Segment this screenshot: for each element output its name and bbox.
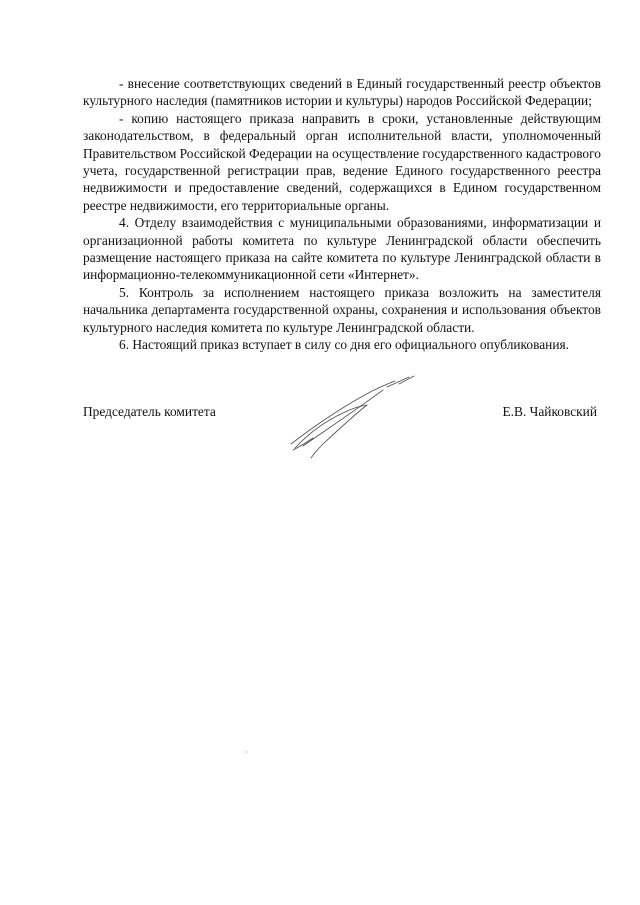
signer-position: Председатель комитета <box>83 404 216 419</box>
paragraph-send-copy: - копию настоящего приказа направить в сроки, установленные действующим законодательством, в федеральный орган исполнительной власти, уполномоченный Правительством Российской Федерации на осуществление государственного кадастрового учета, государственной регистрации прав, ведение Единого государственного реестра недвижимости и предоставление сведений, содержащихся в Едином государственном реестре недвижимости, его территориальные органы. <box>83 110 601 213</box>
paragraph-registry-entry: - внесение соответствующих сведений в Единый государственный реестр объектов культурного наследия (памятников истории и культуры) народов Российской Федерации; <box>83 76 601 109</box>
paragraph-item-4: 4. Отделу взаимодействия с муниципальными образованиями, информатизации и организационной работы комитета по культуре Ленинградской области обеспечить размещение настоящего приказа на сайте комитета по культуре Ленинградской области в информационно-телекоммуникационной сети «Интернет». <box>83 215 601 283</box>
scan-speck <box>246 751 247 753</box>
handwritten-signature-icon <box>283 372 423 462</box>
paragraph-item-5: 5. Контроль за исполнением настоящего приказа возложить на заместителя начальника департамента государственной охраны, сохранения и использования объектов культурного наследия комитета по культуре Ленинградской области. <box>83 284 601 335</box>
paragraph-item-6: 6. Настоящий приказ вступает в силу со дня его официального опубликования. <box>119 337 569 353</box>
signer-name: Е.В. Чайковский <box>502 404 597 419</box>
document-body <box>83 75 601 354</box>
